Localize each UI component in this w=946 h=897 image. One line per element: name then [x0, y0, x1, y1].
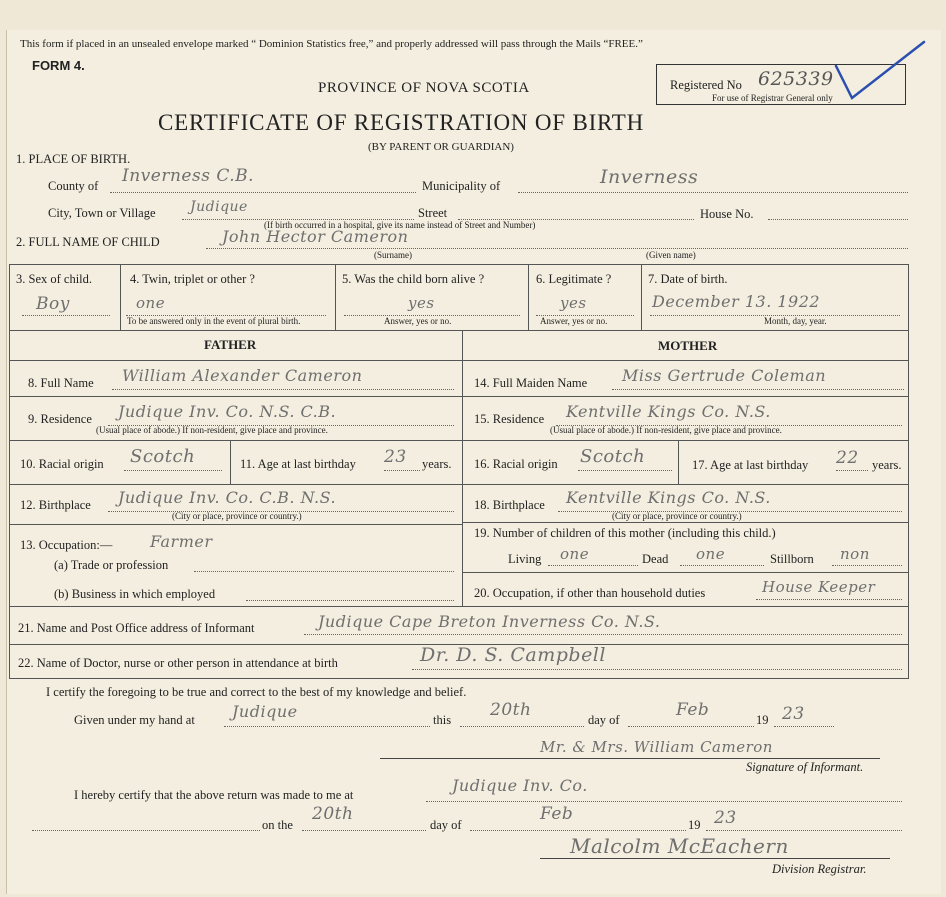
given-place-value: Judique [232, 702, 298, 721]
living-value: one [560, 545, 590, 563]
child-name-value: John Hector Cameron [222, 227, 409, 246]
father-birthplace-note: (City or place, province or country.) [172, 511, 302, 521]
legitimate-value: yes [560, 294, 587, 312]
municipality-value: Inverness [600, 166, 699, 188]
mother-residence-label: 15. Residence [474, 412, 545, 426]
living-label: Living [508, 552, 542, 566]
certificate-title: CERTIFICATE OF REGISTRATION OF BIRTH [158, 110, 645, 135]
city-label: City, Town or Village [48, 206, 156, 220]
registrar-signature: Malcolm McEachern [570, 834, 789, 858]
county-value: Inverness C.B. [122, 166, 255, 186]
trade-label: (a) Trade or profession [54, 558, 169, 572]
check-mark-icon [830, 38, 930, 108]
mother-name-value: Miss Gertrude Coleman [622, 366, 827, 385]
dead-value: one [696, 545, 726, 563]
child-name-label: 2. FULL NAME OF CHILD [16, 235, 160, 249]
informant-label: 21. Name and Post Office address of Informant [18, 621, 255, 635]
certification-statement: I certify the foregoing to be true and correct to the best of my knowledge and belief. [46, 685, 467, 699]
mother-residence-note: (Usual place of abode.) If non-resident, give place and province. [550, 425, 782, 435]
father-residence-label: 9. Residence [28, 412, 92, 426]
father-racial-origin-label: 10. Racial origin [20, 457, 104, 471]
province-heading: PROVINCE OF NOVA SCOTIA [318, 80, 530, 96]
registrar-year-value: 23 [714, 808, 737, 828]
certification-year-prefix: 19 [756, 713, 769, 727]
born-alive-label: 5. Was the child born alive ? [342, 272, 485, 286]
informant-signature-label: Signature of Informant. [746, 760, 864, 774]
surname-note: (Surname) [374, 250, 412, 260]
mother-name-label: 14. Full Maiden Name [474, 376, 588, 390]
certification-day-of-label: day of [588, 713, 620, 727]
registrar-day-value: 20th [312, 804, 354, 824]
municipality-label: Municipality of [422, 179, 501, 193]
date-of-birth-label: 7. Date of birth. [648, 272, 728, 286]
informant-value: Judique Cape Breton Inverness Co. N.S. [318, 612, 661, 631]
registered-number: 625339 [758, 68, 834, 90]
father-racial-origin-value: Scotch [130, 446, 196, 467]
registrar-place-value: Judique Inv. Co. [452, 776, 588, 795]
father-trade-value: Farmer [150, 532, 213, 551]
hospital-note: (If birth occurred in a hospital, give its name instead of Street and Number) [264, 220, 536, 230]
mother-age-value: 22 [836, 448, 859, 468]
twin-label: 4. Twin, triplet or other ? [130, 272, 255, 286]
certificate-subtitle: (BY PARENT OR GUARDIAN) [368, 141, 514, 153]
house-number-label: House No. [700, 207, 754, 221]
mother-birthplace-label: 18. Birthplace [474, 498, 545, 512]
street-label: Street [418, 206, 448, 220]
registrar-day-of-label: day of [430, 818, 462, 832]
registered-note: For use of Registrar General only [712, 93, 833, 103]
date-of-birth-note: Month, day, year. [764, 316, 827, 326]
father-occupation-label: 13. Occupation:— [20, 538, 113, 552]
county-label: County of [48, 179, 99, 193]
stillborn-label: Stillborn [770, 552, 814, 566]
legitimate-label: 6. Legitimate ? [536, 272, 612, 286]
certification-day-value: 20th [490, 700, 532, 720]
mother-residence-value: Kentville Kings Co. N.S. [566, 402, 771, 421]
father-birthplace-label: 12. Birthplace [20, 498, 91, 512]
twin-value: one [136, 294, 166, 312]
twin-note: To be answered only in the event of plural birth. [127, 316, 301, 326]
date-of-birth-value: December 13. 1922 [652, 292, 821, 311]
children-count-label: 19. Number of children of this mother (including this child.) [474, 526, 776, 540]
born-alive-value: yes [408, 294, 435, 312]
father-age-unit: years. [422, 457, 452, 471]
business-label: (b) Business in which employed [54, 587, 216, 601]
city-value: Judique [190, 199, 248, 215]
registered-label: Registered No [670, 78, 742, 92]
born-alive-note: Answer, yes or no. [384, 316, 452, 326]
sex-label: 3. Sex of child. [16, 272, 93, 286]
given-name-note: (Given name) [646, 250, 696, 260]
legitimate-note: Answer, yes or no. [540, 316, 608, 326]
stillborn-value: non [840, 545, 870, 563]
dead-label: Dead [642, 552, 669, 566]
father-age-value: 23 [384, 447, 407, 467]
registrar-month-value: Feb [540, 804, 574, 824]
mother-age-label: 17. Age at last birthday [692, 458, 809, 472]
registrar-year-prefix: 19 [688, 818, 701, 832]
mother-birthplace-note: (City or place, province or country.) [612, 511, 742, 521]
doctor-value: Dr. D. S. Campbell [420, 644, 606, 666]
mother-birthplace-value: Kentville Kings Co. N.S. [566, 488, 771, 507]
mother-racial-origin-label: 16. Racial origin [474, 457, 558, 471]
form-number: FORM 4. [32, 58, 85, 73]
this-label: this [433, 713, 452, 727]
certification-year-value: 23 [782, 704, 805, 724]
mother-racial-origin-value: Scotch [580, 446, 646, 467]
mother-occupation-label: 20. Occupation, if other than household duties [474, 586, 706, 600]
certification-month-value: Feb [676, 700, 710, 720]
father-name-label: 8. Full Name [28, 376, 94, 390]
mailing-notice: This form if placed in an unsealed envelope marked “ Dominion Statistics free,” and properly addressed will pass through the Mails “FREE.” [20, 38, 643, 50]
father-age-label: 11. Age at last birthday [240, 457, 356, 471]
doctor-label: 22. Name of Doctor, nurse or other person in attendance at birth [18, 656, 338, 670]
place-of-birth-heading: 1. PLACE OF BIRTH. [16, 152, 131, 166]
father-heading: FATHER [204, 337, 257, 352]
father-residence-note: (Usual place of abode.) If non-resident, give place and province. [96, 425, 328, 435]
on-the-label: on the [262, 818, 293, 832]
registrar-title: Division Registrar. [772, 862, 867, 876]
mother-occupation-value: House Keeper [762, 578, 876, 596]
father-birthplace-value: Judique Inv. Co. C.B. N.S. [118, 488, 337, 507]
father-name-value: William Alexander Cameron [122, 366, 363, 385]
mother-age-unit: years. [872, 458, 902, 472]
sex-value: Boy [36, 294, 70, 314]
registrar-statement: I hereby certify that the above return was made to me at [74, 788, 354, 802]
mother-heading: MOTHER [658, 338, 718, 353]
father-residence-value: Judique Inv. Co. N.S. C.B. [118, 402, 337, 421]
informant-signature: Mr. & Mrs. William Cameron [540, 738, 773, 756]
given-under-hand-label: Given under my hand at [74, 713, 195, 727]
